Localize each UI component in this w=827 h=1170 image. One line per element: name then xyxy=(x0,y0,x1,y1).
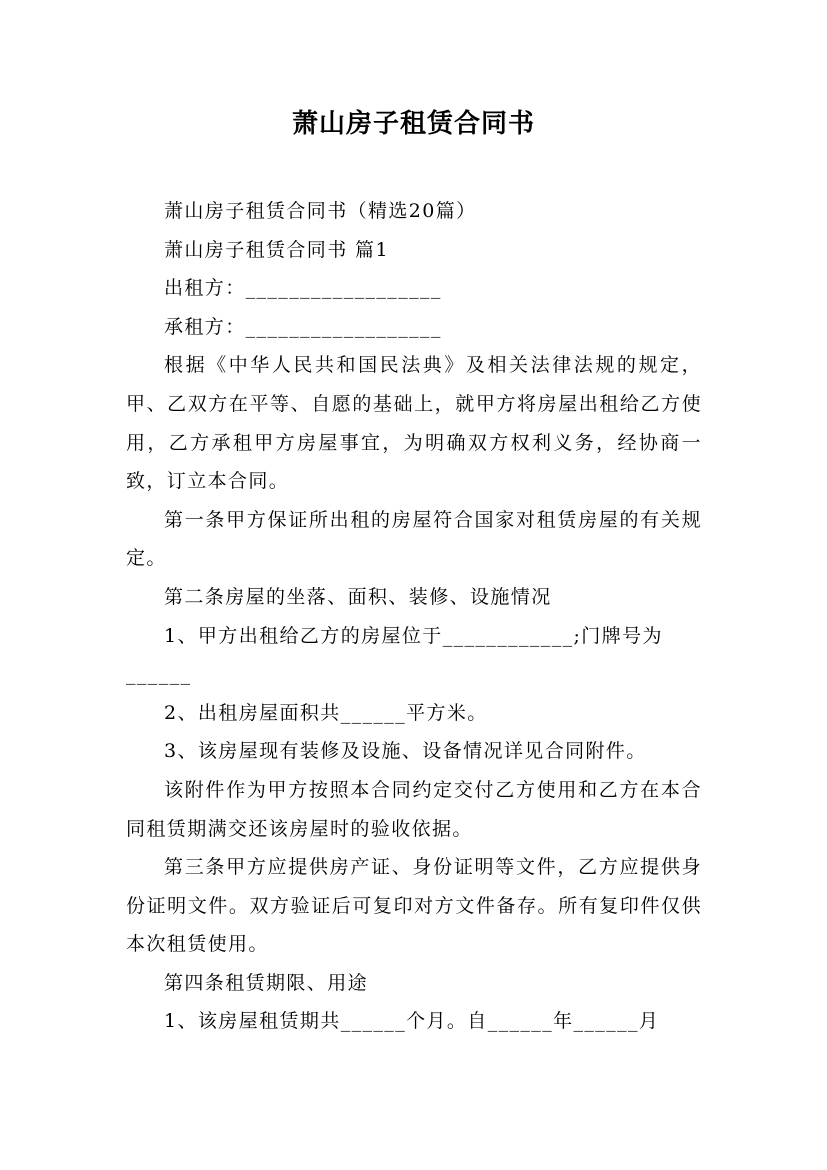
document-title: 萧山房子租赁合同书 xyxy=(291,109,535,139)
article-2-heading: 第二条房屋的坐落、面积、装修、设施情况 xyxy=(164,585,552,608)
article-2-clause-3: 3、该房屋现有装修及设施、设备情况详见合同附件。 xyxy=(164,740,647,763)
article-2-clause-1-blank: ______ xyxy=(126,663,192,686)
preamble-paragraph: 根据《中华人民共和国民法典》及相关法律法规的规定，甲、乙双方在平等、自愿的基础上，就甲方将房屋出租给乙方使用，乙方承租甲方房屋事宜，为明确双方权利义务，经协商一致，订立本合同。 xyxy=(126,354,702,493)
subtitle-line: 萧山房子租赁合同书（精选20篇） xyxy=(164,200,477,222)
article-4-clause-1: 1、该房屋租赁期共______个月。自______年______月 xyxy=(164,1010,660,1033)
article-2-clause-2: 2、出租房屋面积共______平方米。 xyxy=(164,701,488,724)
lessee-line: 承租方：__________________ xyxy=(164,315,442,338)
article-3-paragraph: 第三条甲方应提供房产证、身份证明等文件，乙方应提供身份证明文件。双方验证后可复印对方文件备存。所有复印件仅供本次租赁使用。 xyxy=(126,856,702,956)
article-1-paragraph: 第一条甲方保证所出租的房屋符合国家对租赁房屋的有关规定。 xyxy=(126,508,702,570)
document-body xyxy=(126,192,702,1041)
lessor-line: 出租方：__________________ xyxy=(164,277,442,300)
article-2-clause-1: 1、甲方出租给乙方的房屋位于____________;门牌号为 xyxy=(164,624,663,647)
section-heading: 萧山房子租赁合同书 篇1 xyxy=(164,238,389,261)
annex-paragraph: 该附件作为甲方按照本合同约定交付乙方使用和乙方在本合同租赁期满交还该房屋时的验收依据。 xyxy=(126,778,702,840)
article-4-heading: 第四条租赁期限、用途 xyxy=(164,971,369,994)
